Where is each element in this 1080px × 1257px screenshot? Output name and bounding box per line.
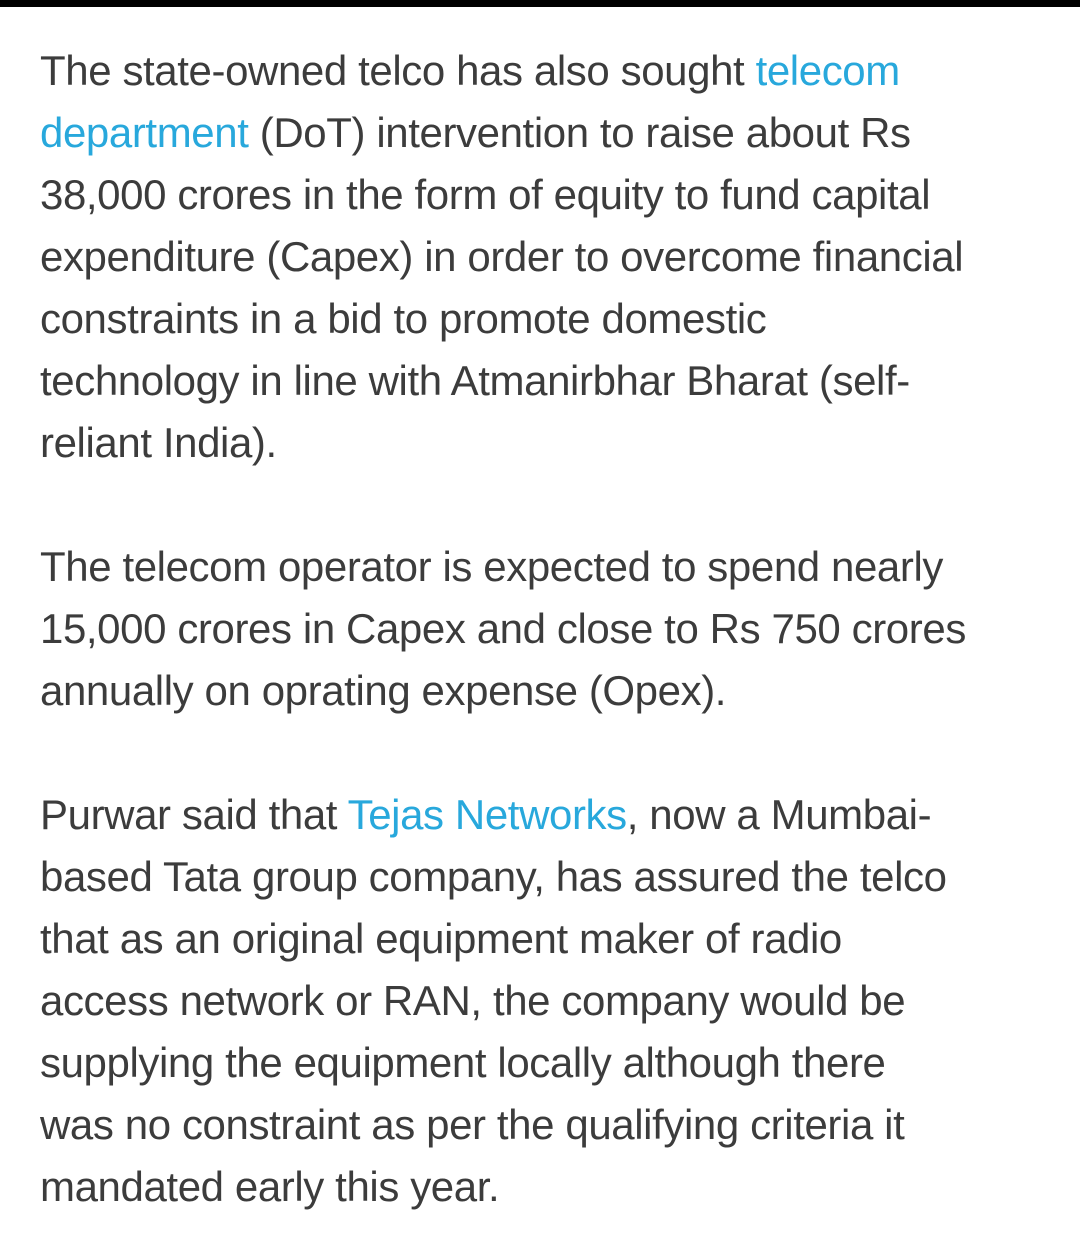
text-segment: based Tata group company, has assured the telco — [40, 853, 947, 900]
telecom-department-link[interactable]: telecom — [755, 47, 900, 94]
text-segment: The telecom operator is expected to spend nearly — [40, 543, 943, 590]
text-line — [40, 1156, 1042, 1218]
text-segment: mandated early this year. — [40, 1163, 500, 1210]
text-segment: supplying the equipment locally although there — [40, 1039, 886, 1086]
text-line — [40, 846, 1042, 908]
text-segment: (DoT) intervention to raise about Rs — [248, 109, 911, 156]
text-segment: The state-owned telco has also sought — [40, 47, 756, 94]
text-segment: 15,000 crores in Capex and close to Rs 750 crores — [40, 605, 966, 652]
text-segment: expenditure (Capex) in order to overcome financial — [40, 233, 964, 280]
text-segment: , now a Mumbai- — [626, 791, 932, 838]
text-segment: Purwar said that — [40, 791, 348, 838]
text-line — [40, 288, 1042, 350]
article-body — [0, 7, 1080, 1218]
paragraph-1 — [40, 40, 1042, 474]
text-segment: was no constraint as per the qualifying criteria it — [40, 1101, 905, 1148]
text-line — [40, 1094, 1042, 1156]
text-line — [40, 102, 1042, 164]
text-line — [40, 970, 1042, 1032]
text-segment: that as an original equipment maker of radio — [40, 915, 842, 962]
text-line — [40, 908, 1042, 970]
paragraph-2 — [40, 536, 1042, 722]
text-line — [40, 660, 1042, 722]
paragraph-3 — [40, 784, 1042, 1218]
telecom-department-link[interactable]: department — [40, 109, 249, 156]
tejas-networks-link[interactable]: Tejas Networks — [347, 791, 627, 838]
text-segment: technology in line with Atmanirbhar Bharat (self- — [40, 357, 910, 404]
text-line — [40, 412, 1042, 474]
text-segment: annually on oprating expense (Opex). — [40, 667, 727, 714]
text-line — [40, 536, 1042, 598]
text-line — [40, 1032, 1042, 1094]
text-line — [40, 164, 1042, 226]
text-line — [40, 226, 1042, 288]
text-line — [40, 598, 1042, 660]
text-line — [40, 784, 1042, 846]
text-segment: 38,000 crores in the form of equity to fund capital — [40, 171, 931, 218]
text-segment: access network or RAN, the company would be — [40, 977, 906, 1024]
text-segment: constraints in a bid to promote domestic — [40, 295, 767, 342]
text-line — [40, 350, 1042, 412]
text-line — [40, 40, 1042, 102]
text-segment: reliant India). — [40, 419, 277, 466]
top-edge-bar — [0, 0, 1080, 7]
